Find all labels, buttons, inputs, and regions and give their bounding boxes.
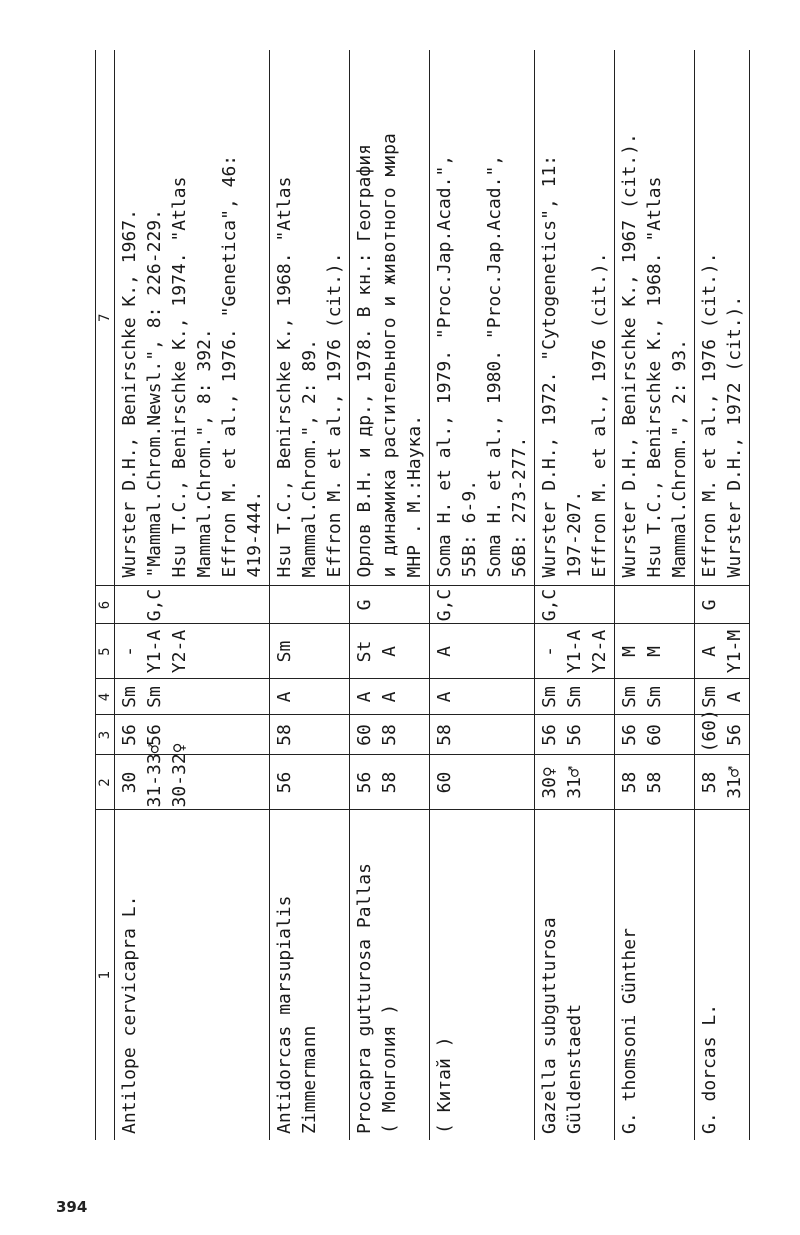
- banding-cell: [430, 586, 535, 624]
- reference-line: Soma H. et al., 1980. "Proc.Jap.Acad.",: [484, 154, 505, 578]
- cell-line: ( Китай ): [434, 1036, 455, 1134]
- reference-line: "Mammal.Chrom.Newsl.", 8: 226-229.: [144, 209, 165, 578]
- reference-line: Wurster D.H., 1972. "Cytogenetics", 11:: [539, 154, 560, 578]
- references-cell: [270, 50, 350, 586]
- cell-line: 58: [379, 771, 400, 794]
- banding-cell: [615, 586, 695, 624]
- fundamental-number-cell: [430, 715, 535, 755]
- cell-line: 60: [644, 724, 665, 746]
- diploid-number-cell: [535, 755, 615, 810]
- species-cell: [115, 810, 270, 1140]
- page-number: 394: [56, 1198, 88, 1216]
- cell-line: Sm: [539, 686, 560, 708]
- cell-line: Sm: [119, 686, 140, 708]
- diploid-number-cell: [695, 755, 750, 810]
- cell-line: M: [619, 646, 640, 657]
- cell-line: -: [119, 646, 140, 657]
- y-chromosome-cell: [535, 624, 615, 679]
- banding-cell: [270, 586, 350, 624]
- banding-cell: [350, 586, 430, 624]
- references-cell: [615, 50, 695, 586]
- cell-line: Y1-M: [724, 629, 745, 674]
- reference-line: Орлов В.Н. и др., 1978. В кн.: География: [354, 144, 375, 578]
- cell-line: 56: [619, 724, 640, 746]
- diploid-number-cell: [270, 755, 350, 810]
- y-chromosome-cell: [270, 624, 350, 679]
- rotated-table-wrapper: [95, 50, 775, 1140]
- cell-line: Güldenstaedt: [564, 1003, 585, 1134]
- cell-line: 30♀: [539, 766, 560, 799]
- cell-line: ( Монголия ): [379, 1003, 400, 1134]
- x-chromosome-cell: [535, 679, 615, 715]
- fundamental-number-cell: [615, 715, 695, 755]
- cell-line: G: [699, 599, 720, 611]
- reference-line: Soma H. et al., 1979. "Proc.Jap.Acad.",: [434, 154, 455, 578]
- cell-line: 58: [434, 724, 455, 746]
- col-header-1: 1: [96, 810, 115, 1140]
- table-row: [350, 50, 430, 1140]
- reference-line: 55B: 6-9.: [459, 479, 480, 578]
- fundamental-number-cell: [350, 715, 430, 755]
- cell-line: [722, 589, 747, 622]
- cell-line: G,C: [434, 588, 455, 622]
- col-header-7: 7: [96, 50, 115, 586]
- cell-line: A: [274, 691, 295, 703]
- cell-line: M: [644, 646, 665, 657]
- header-row: [96, 50, 115, 1140]
- cell-line: A: [379, 646, 400, 657]
- cell-line: 56: [119, 724, 140, 746]
- diploid-number-cell: [615, 755, 695, 810]
- species-cell: [535, 810, 615, 1140]
- cell-line: St: [354, 640, 375, 663]
- y-chromosome-cell: [430, 624, 535, 679]
- cell-line: Sm: [564, 686, 585, 708]
- reference-line: Mammal.Chrom.", 8: 392.: [194, 328, 215, 578]
- cell-line: A: [724, 691, 745, 703]
- cell-line: Sm: [144, 686, 165, 708]
- x-chromosome-cell: [115, 679, 270, 715]
- cell-line: 60: [434, 771, 455, 794]
- y-chromosome-cell: [615, 624, 695, 679]
- cell-line: G: [354, 599, 375, 611]
- cell-line: Y1-A: [144, 629, 165, 674]
- fundamental-number-cell: [270, 715, 350, 755]
- cell-line: 58: [699, 771, 720, 794]
- cell-line: 56: [144, 724, 165, 746]
- cell-line: Y1-A: [564, 629, 585, 674]
- reference-line: Hsu T.C., Benirschke K., 1974. "Atlas: [169, 176, 190, 578]
- references-cell: [430, 50, 535, 586]
- diploid-number-cell: [115, 742, 270, 810]
- diploid-number-cell: [430, 755, 535, 810]
- species-cell: [615, 810, 695, 1140]
- cell-line: G,C: [539, 588, 560, 622]
- reference-line: Hsu T.C., Benirschke K., 1968. "Atlas: [274, 176, 295, 578]
- cell-line: 56: [354, 771, 375, 794]
- cell-line: Y2-A: [589, 629, 610, 674]
- cell-line: 31♂: [564, 766, 585, 799]
- y-chromosome-cell: [115, 624, 270, 679]
- cell-line: Sm: [619, 686, 640, 708]
- y-chromosome-cell: [350, 624, 430, 679]
- cell-line: Sm: [274, 640, 295, 663]
- cell-line: 60: [354, 724, 375, 746]
- cell-line: 58: [619, 771, 640, 794]
- reference-line: 419-444.: [244, 490, 265, 578]
- fundamental-number-cell: [695, 709, 750, 755]
- table-body: [115, 50, 750, 1140]
- reference-line: Wurster D.H., Benirschke K., 1967.: [119, 209, 140, 578]
- reference-line: Wurster D.H., Benirschke K., 1967 (cit.).: [619, 133, 640, 578]
- species-cell: [350, 810, 430, 1140]
- reference-line: Effron M. et al., 1976. "Genetica", 46:: [219, 154, 240, 578]
- col-header-5: 5: [96, 624, 115, 679]
- x-chromosome-cell: [430, 679, 535, 715]
- cell-line: Zimmermann: [299, 1025, 320, 1134]
- cell-line: [562, 589, 587, 622]
- cell-line: A: [379, 691, 400, 703]
- cell-line: G. thomsoni Günther: [619, 928, 640, 1134]
- reference-line: 56B: 273-277.: [509, 436, 530, 578]
- reference-line: Wurster D.H., 1972 (cit.).: [724, 295, 745, 578]
- reference-line: 197-207.: [564, 490, 585, 578]
- cell-line: 58: [379, 724, 400, 746]
- banding-cell: [535, 586, 615, 624]
- cell-line: [377, 589, 402, 622]
- table-row: [615, 50, 695, 1140]
- cell-line: A: [354, 691, 375, 703]
- cell-line: -: [539, 646, 560, 657]
- cell-line: Sm: [644, 686, 665, 708]
- cell-line: G,C: [144, 588, 165, 622]
- reference-line: Hsu T.C., Benirschke K., 1968. "Atlas: [644, 176, 665, 578]
- cell-line: 30: [119, 771, 140, 794]
- table-row: [270, 50, 350, 1140]
- table-row: [115, 50, 270, 1140]
- references-cell: [350, 50, 430, 586]
- banding-cell: [115, 586, 270, 624]
- species-cell: [430, 810, 535, 1140]
- reference-line: Effron M. et al., 1976 (cit.).: [589, 252, 610, 578]
- reference-line: Mammal.Chrom.", 2: 89.: [299, 339, 320, 578]
- cell-line: 31♂: [724, 766, 745, 799]
- cell-line: [642, 589, 667, 622]
- col-header-4: 4: [96, 679, 115, 715]
- cell-line: 58: [644, 771, 665, 794]
- fundamental-number-cell: [115, 715, 270, 755]
- cell-line: 56: [539, 724, 560, 746]
- references-cell: [695, 50, 750, 586]
- col-header-2: 2: [96, 755, 115, 810]
- col-header-6: 6: [96, 586, 115, 624]
- cell-line: Y2-A: [169, 629, 190, 674]
- cell-line: A: [699, 646, 720, 657]
- cell-line: A: [434, 646, 455, 657]
- cell-line: Gazella subgutturosa: [539, 917, 560, 1134]
- cell-line: G. dorcas L.: [699, 1003, 720, 1134]
- cell-line: Procapra gutturosa Pallas: [354, 863, 375, 1134]
- references-cell: [115, 50, 270, 586]
- cell-line: Antidorcas marsupialis: [274, 895, 295, 1134]
- cell-line: Sm: [699, 686, 720, 708]
- cell-line: (60): [699, 709, 720, 753]
- table-row: [535, 50, 615, 1140]
- y-chromosome-cell: [695, 624, 750, 679]
- reference-line: МНР . М.:Наука.: [404, 414, 425, 578]
- cell-line: 56: [564, 724, 585, 746]
- cell-line: [617, 589, 642, 622]
- table-row: [695, 50, 750, 1140]
- col-header-3: 3: [96, 715, 115, 755]
- cell-line: 58: [274, 724, 295, 746]
- cell-line: A: [434, 691, 455, 703]
- cell-line: 56: [274, 771, 295, 794]
- reference-line: Mammal.Chrom.", 2: 93.: [669, 339, 690, 578]
- banding-cell: [695, 586, 750, 624]
- cell-line: [272, 589, 297, 622]
- cell-line: 31-33♂: [144, 742, 165, 808]
- reference-line: Effron M. et al., 1976 (cit.).: [324, 252, 345, 578]
- fundamental-number-cell: [535, 715, 615, 755]
- table-row: [430, 50, 535, 1140]
- x-chromosome-cell: [270, 679, 350, 715]
- species-cell: [695, 810, 750, 1140]
- cell-line: Antilope cervicapra L.: [119, 895, 140, 1134]
- cell-line: [117, 589, 142, 622]
- diploid-number-cell: [350, 755, 430, 810]
- reference-line: и динамика растительного и животного мира: [379, 133, 400, 578]
- species-cell: [270, 810, 350, 1140]
- x-chromosome-cell: [615, 679, 695, 715]
- cell-line: 56: [724, 724, 745, 746]
- karyotype-table: [95, 50, 750, 1140]
- reference-line: Effron M. et al., 1976 (cit.).: [699, 252, 720, 578]
- references-cell: [535, 50, 615, 586]
- cell-line: 30-32♀: [169, 742, 190, 808]
- x-chromosome-cell: [350, 679, 430, 715]
